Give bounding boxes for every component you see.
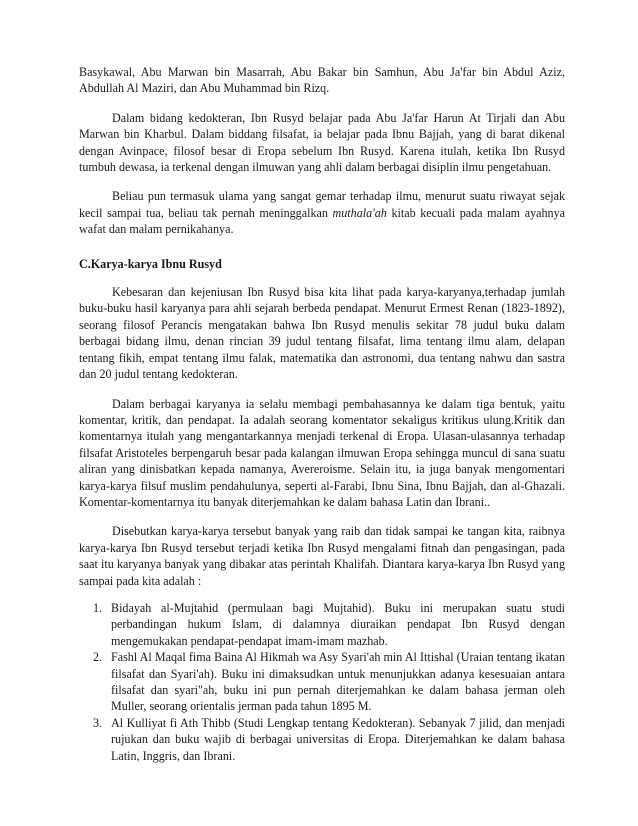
paragraph-lost-works: Disebutkan karya-karya tersebut banyak yang raib dan tidak sampai ke tangan kita, raibnya karya-karya Ibn Rusyd tersebut terjadi ketika Ibn Rusyd mengalami fitnah dan pengasingan, pada saat itu karyanya banyak yang dibakar atas perintah Khalifah. Diantara karya-karya Ibn Rusyd yang sampai pada kita adalah : [79, 524, 565, 588]
paragraph-works-count: Kebesaran dan kejeniusan Ibn Rusyd bisa kita lihat pada karya-karyanya,terhadap jumlah buku-buku hasil karyanya para ahli sejarah berbeda pendapat. Menurut Ermest Renan (1823-1892), seorang filosof Perancis mengatakan bahwa Ibn Rusyd menulis sekitar 78 judul buku dalam berbagai bidang ilmu, denan rincian 39 judul tentang filsafat, lima tentang ilmu alam, delapan tentang fikih, empat tentang ilmu falak, matematika dan astronomi, dua tentang nahwu dan sastra dan 20 judul tentang kedokteran. [79, 285, 565, 382]
section-heading: C.Karya-karya Ibnu Rusyd [79, 256, 222, 271]
list-item-number: 1. [93, 600, 103, 615]
list-item [79, 600, 565, 649]
paragraph-love-of-knowledge [79, 188, 565, 237]
italic-term: muthala'ah [332, 205, 387, 220]
list-item-text: Fashl Al Maqal fima Baina Al Hikmah wa Asy Syari'ah min Al Ittishal (Uraian tentang ikatan filsafat dan Syari'ah). Buku ini dimaksudkan untuk menunjukkan adanya kesesuaian antara filsafat dan syari"ah, buku ini pun pernah diterjemahkan ke dalam bahasa jerman oleh Muller, seorang orientalis jerman pada tahun 1895 M. [111, 650, 565, 714]
list-item-text: Al Kulliyat fi Ath Thibb (Studi Lengkap tentang Kedokteran). Sebanyak 7 jilid, dan menjadi rujukan dan buku wajib di berbagai universitas di Eropa. Diterjemahkan ke dalam bahasa Latin, Inggris, dan Ibrani. [111, 715, 565, 763]
list-item-number: 2. [93, 650, 103, 665]
list-item [79, 649, 565, 715]
paragraph-teachers-list: Basykawal, Abu Marwan bin Masarrah, Abu Bakar bin Samhun, Abu Ja'far bin Abdul Aziz, Abdullah Al Maziri, dan Abu Muhammad bin Rizq. [79, 65, 565, 96]
paragraph-medicine-philosophy: Dalam bidang kedokteran, Ibn Rusyd belajar pada Abu Ja'far Harun At Tirjali dan Abu Marwan bin Kharbul. Dalam biddang filsafat, ia belajar pada Ibnu Bajjah, yang di barat dikenal dengan Avinpace, filosof besar di Eropa sebelum Ibn Rusyd. Karena itulah, ketika Ibn Rusyd tumbuh dewasa, ia terkenal dengan ilmuwan yang ahli dalam berbagai disiplin ilmu pengetahuan. [79, 110, 565, 175]
list-item [79, 715, 565, 764]
works-list [79, 600, 565, 764]
document-page [79, 64, 565, 764]
paragraph-text-segment: Beliau pun termasuk ulama yang sangat gemar terhadap ilmu, menurut suatu riwayat sejak kecil sampai tua, beliau tak pernah meninggalkan [79, 189, 565, 220]
list-item-number: 3. [93, 715, 103, 730]
paragraph-text-segment: kitab kecuali pada malam ayahnya wafat dan malam pernikahanya. [79, 205, 565, 237]
paragraph-commentary: Dalam berbagai karyanya ia selalu membagi pembahasannya ke dalam tiga bentuk, yaitu komentar, kritik, dan pendapat. Ia adalah seorang komentator sekaligus kritikus ulung.Kritik dan komentarnya itulah yang mengantarkannya menjadi terkenal di Eropa. Ulasan-ulasannya terhadap filsafat Aristoteles berpengaruh besar pada kalangan ilmuwan Eropa sehingga muncul di sana suatu aliran yang dinisbatkan kepada namanya, Avereroisme. Selain itu, ia juga banyak mengomentari karya-karya filsuf muslim pendahulunya, seperti al-Farabi, Ibnu Sina, Ibnu Bajjah, dan al-Ghazali. Komentar-komentarnya itu banyak diterjemahkan ke dalam bahasa Latin dan Ibrani.. [79, 396, 565, 509]
list-item-text: Bidayah al-Mujtahid (permulaan bagi Mujtahid). Buku ini merupakan suatu studi perbandingan hukum Islam, di dalamnya diuraikan pendapat Ibn Rusyd dengan mengemukakan pendapat-pendapat imam-imam mazhab. [111, 600, 565, 648]
